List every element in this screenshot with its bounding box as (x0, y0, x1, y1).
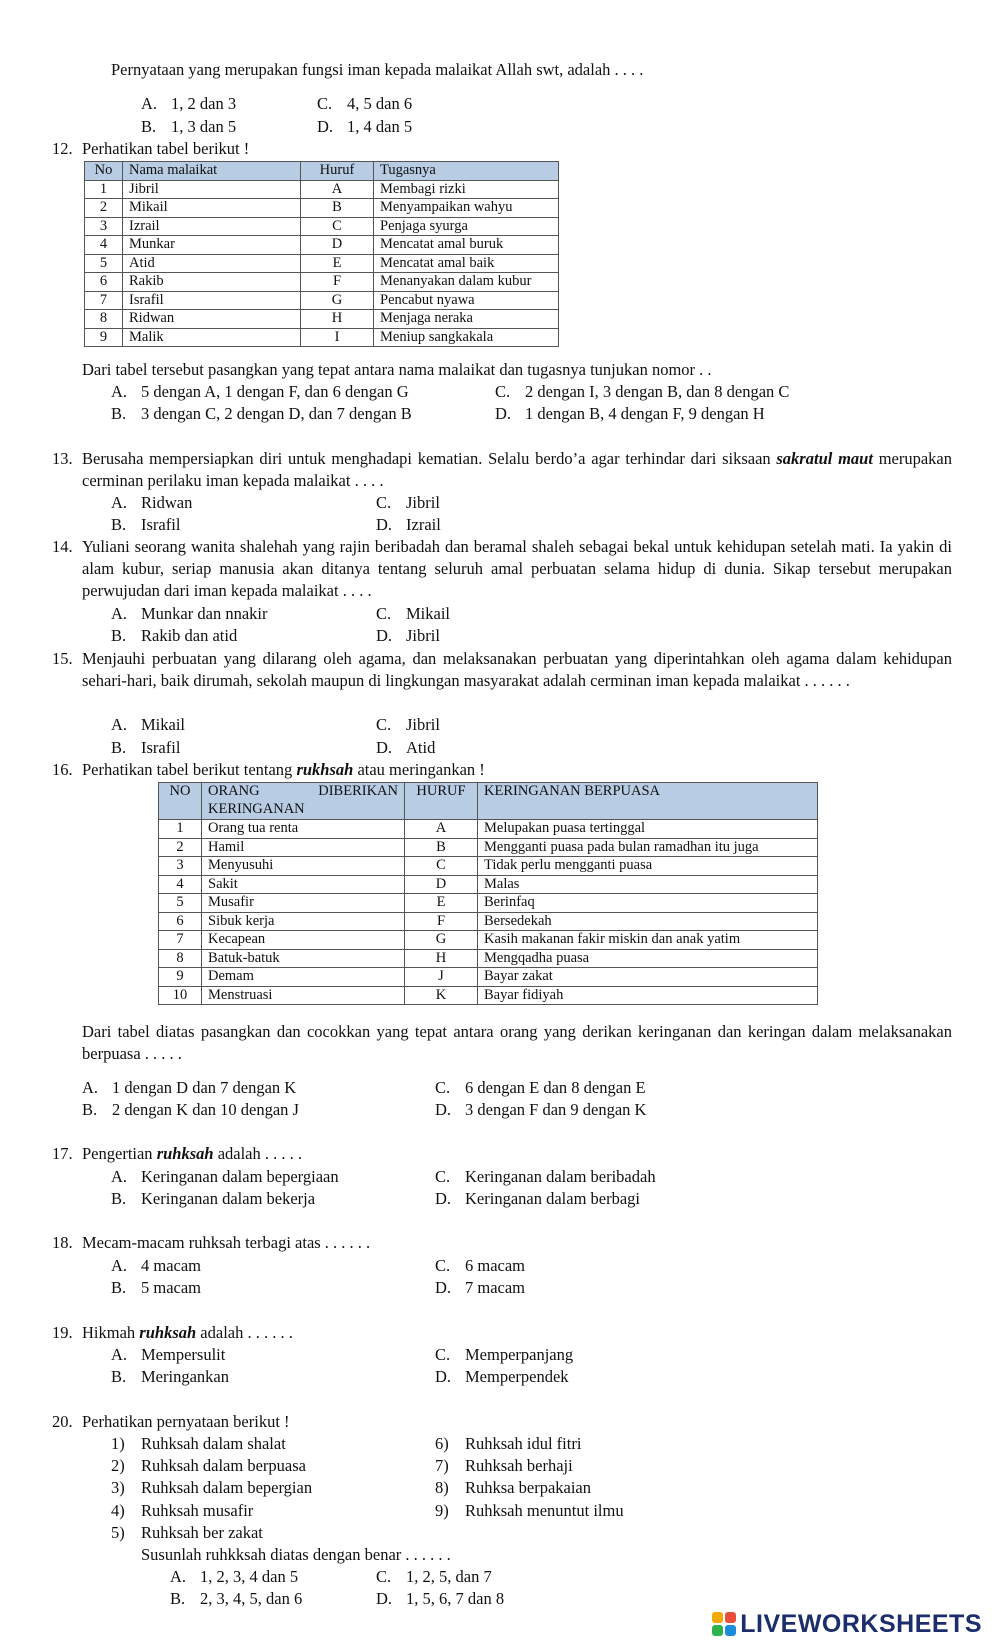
q16-number: 16. (52, 760, 73, 779)
table-header-cell: KERINGANAN BERPUASA (478, 783, 818, 820)
angels-table (84, 161, 559, 347)
q14-stem: Yuliani seorang wanita shalehah yang rajin beribadah dan beramal shaleh sebagai bekal untuk kehidupan setelah mati. Ia yakin di alam kubur, seriap manusia akan ditanya tentang seluruh amal perbuatan selama hidup di dunia. Sikap tersebut merupakan perwujudan dari iman kepada malaikat . . . . (82, 537, 952, 600)
table-header-cell: Tugasnya (374, 162, 559, 181)
q14-option-b[interactable]: B. Rakib dan atid (111, 626, 238, 645)
q18-option-c[interactable]: C. 6 macam (435, 1256, 526, 1275)
q20-option-c[interactable]: C. 1, 2, 5, dan 7 (376, 1567, 492, 1586)
q13-option-d[interactable]: D. Izrail (376, 515, 441, 534)
q16-option-b[interactable]: B. 2 dengan K dan 10 dengan J (82, 1100, 299, 1119)
q16-option-a[interactable]: A. 1 dengan D dan 7 dengan K (82, 1078, 297, 1097)
q16-emphasis: rukhsah (296, 760, 354, 779)
q13-emphasis: sakratul maut (776, 449, 873, 468)
q16-stem: Perhatikan tabel berikut tentang rukhsah atau meringankan ! (82, 760, 485, 779)
liveworksheets-logo-text: LIVEWORKSHEETS (740, 1609, 982, 1638)
liveworksheets-logo (712, 1607, 982, 1641)
q20-statement: 5) Ruhksah ber zakat (111, 1523, 263, 1542)
q17-number: 17. (52, 1144, 73, 1163)
q17-option-b[interactable]: B. Keringanan dalam bekerja (111, 1189, 316, 1208)
table-header-cell: HURUF (405, 783, 478, 820)
q20-statement: 7) Ruhksah berhaji (435, 1456, 573, 1475)
q11-option-a[interactable]: A. 1, 2 dan 3 (141, 94, 237, 113)
q12-number: 12. (52, 139, 73, 158)
q15-option-c[interactable]: C. Jibril (376, 715, 440, 734)
table-header-cell: ORANG DIBERIKAN KERINGANAN (202, 783, 405, 820)
q13-option-a[interactable]: A. Ridwan (111, 493, 193, 512)
q14-option-c[interactable]: C. Mikail (376, 604, 450, 623)
q12-instruction: Dari tabel tersebut pasangkan yang tepat antara nama malaikat dan tugasnya tunjukan nomor . . (82, 360, 712, 379)
q11-option-d[interactable]: D. 1, 4 dan 5 (317, 117, 413, 136)
table-header-cell: NO (159, 783, 202, 820)
table-row: 9 Demam J Bayar zakat (159, 968, 818, 987)
table-row: 7 Kecapean G Kasih makanan fakir miskin dan anak yatim (159, 931, 818, 950)
q20-statement: 1) Ruhksah dalam shalat (111, 1434, 286, 1453)
q18-number: 18. (52, 1233, 73, 1252)
q12-option-a[interactable]: A. 5 dengan A, 1 dengan F, dan 6 dengan G (111, 382, 409, 401)
q17-option-d[interactable]: D. Keringanan dalam berbagi (435, 1189, 641, 1208)
q14-number: 14. (52, 537, 73, 556)
q11-stem: Pernyataan yang merupakan fungsi iman kepada malaikat Allah swt, adalah . . . . (111, 60, 644, 79)
q13-option-b[interactable]: B. Israfil (111, 515, 181, 534)
q16-instruction: Dari tabel diatas pasangkan dan cocokkan yang tepat antara orang yang derikan keringanan dan keringan dalam melaksanakan berpuasa . . . . . (82, 1022, 952, 1063)
q11-option-b[interactable]: B. 1, 3 dan 5 (141, 117, 237, 136)
q18-option-b[interactable]: B. 5 macam (111, 1278, 202, 1297)
q19-option-a[interactable]: A. Mempersulit (111, 1345, 226, 1364)
q17-stem: Pengertian ruhksah adalah . . . . . (82, 1144, 302, 1163)
table-row: 2 Hamil B Mengganti puasa pada bulan ramadhan itu juga (159, 838, 818, 857)
q19-option-c[interactable]: C. Memperpanjang (435, 1345, 574, 1364)
q15-option-a[interactable]: A. Mikail (111, 715, 185, 734)
table-row: 4 Munkar D Mencatat amal buruk (85, 236, 559, 255)
q20-number: 20. (52, 1412, 73, 1431)
q12-option-c[interactable]: C. 2 dengan I, 3 dengan B, dan 8 dengan C (495, 382, 790, 401)
q20-statement: 8) Ruhksa berpakaian (435, 1478, 591, 1497)
q20-statement: 4) Ruhksah musafir (111, 1501, 254, 1520)
q14-option-d[interactable]: D. Jibril (376, 626, 440, 645)
q15-option-d[interactable]: D. Atid (376, 738, 436, 757)
table-row: 6 Sibuk kerja F Bersedekah (159, 912, 818, 931)
q19-stem: Hikmah ruhksah adalah . . . . . . (82, 1323, 293, 1342)
logo-tile (712, 1612, 723, 1623)
table-header-row (85, 162, 559, 181)
q12-stem: Perhatikan tabel berikut ! (82, 139, 250, 158)
table-row: 5 Musafir E Berinfaq (159, 894, 818, 913)
q18-option-d[interactable]: D. 7 macam (435, 1278, 526, 1297)
q20-statement: 2) Ruhksah dalam berpuasa (111, 1456, 306, 1475)
q20-option-a[interactable]: A. 1, 2, 3, 4 dan 5 (170, 1567, 299, 1586)
q20-option-b[interactable]: B. 2, 3, 4, 5, dan 6 (170, 1589, 303, 1608)
q20-stem: Perhatikan pernyataan berikut ! (82, 1412, 290, 1431)
q11-option-c[interactable]: C. 4, 5 dan 6 (317, 94, 413, 113)
q19-option-b[interactable]: B. Meringankan (111, 1367, 229, 1386)
rukhsah-table (158, 782, 818, 1005)
q13-option-c[interactable]: C. Jibril (376, 493, 440, 512)
logo-tile (725, 1625, 736, 1636)
table-row: 8 Batuk-batuk H Mengqadha puasa (159, 949, 818, 968)
table-header-row (159, 783, 818, 820)
q20-instruction: Susunlah ruhkksah diatas dengan benar . . . . . . (141, 1545, 451, 1564)
q15-number: 15. (52, 649, 73, 668)
q20-option-d[interactable]: D. 1, 5, 6, 7 dan 8 (376, 1589, 505, 1608)
table-row: 8 Ridwan H Menjaga neraka (85, 310, 559, 329)
q16-option-d[interactable]: D. 3 dengan F dan 9 dengan K (435, 1100, 647, 1119)
q13-number: 13. (52, 449, 73, 468)
q12-option-b[interactable]: B. 3 dengan C, 2 dengan D, dan 7 dengan B (111, 404, 412, 423)
q15-stem: Menjauhi perbuatan yang dilarang oleh agama, dan melaksanakan perbuatan yang diperintahkan oleh agama dalam kehidupan sehari-hari, baik dirumah, sekolah maupun di lingkungan masyarakat adalah cerminan iman kepada malaikat . . . . . . (82, 649, 952, 690)
q17-option-c[interactable]: C. Keringanan dalam beribadah (435, 1167, 656, 1186)
table-header-cell: Huruf (301, 162, 374, 181)
q19-option-d[interactable]: D. Memperpendek (435, 1367, 569, 1386)
q19-number: 19. (52, 1323, 73, 1342)
q13-stem: Berusaha mempersiapkan diri untuk menghadapi kematian. Selalu berdo’a agar terhindar dari siksaan sakratul maut merupakan cerminan perilaku iman kepada malaikat . . . . (82, 449, 952, 490)
table-row: 2 Mikail B Menyampaikan wahyu (85, 199, 559, 218)
table-row: 1 Jibril A Membagi rizki (85, 180, 559, 199)
q20-statement: 9) Ruhksah menuntut ilmu (435, 1501, 624, 1520)
q20-statement: 6) Ruhksah idul fitri (435, 1434, 582, 1453)
q17-emphasis: ruhksah (156, 1144, 214, 1163)
table-row: 5 Atid E Mencatat amal baik (85, 254, 559, 273)
q19-emphasis: ruhksah (139, 1323, 197, 1342)
q18-stem: Mecam-macam ruhksah terbagi atas . . . . . . (82, 1233, 371, 1252)
table-row: 9 Malik I Meniup sangkakala (85, 328, 559, 347)
logo-tile (725, 1612, 736, 1623)
liveworksheets-logo-icon (712, 1612, 736, 1636)
table-row: 3 Menyusuhi C Tidak perlu mengganti puasa (159, 857, 818, 876)
table-row: 7 Israfil G Pencabut nyawa (85, 291, 559, 310)
table-row: 4 Sakit D Malas (159, 875, 818, 894)
table-row: 6 Rakib F Menanyakan dalam kubur (85, 273, 559, 292)
table-row: 10 Menstruasi K Bayar fidiyah (159, 986, 818, 1005)
q18-option-a[interactable]: A. 4 macam (111, 1256, 202, 1275)
table-row: 1 Orang tua renta A Melupakan puasa tertinggal (159, 820, 818, 839)
q20-statement: 3) Ruhksah dalam bepergian (111, 1478, 313, 1497)
table-header-cell: Nama malaikat (123, 162, 301, 181)
table-row: 3 Izrail C Penjaga syurga (85, 217, 559, 236)
table-header-cell: No (85, 162, 123, 181)
q12-option-d[interactable]: D. 1 dengan B, 4 dengan F, 9 dengan H (495, 404, 765, 423)
q14-option-a[interactable]: A. Munkar dan nnakir (111, 604, 268, 623)
q16-option-c[interactable]: C. 6 dengan E dan 8 dengan E (435, 1078, 646, 1097)
q17-option-a[interactable]: A. Keringanan dalam bepergiaan (111, 1167, 339, 1186)
logo-tile (712, 1625, 723, 1636)
q15-option-b[interactable]: B. Israfil (111, 738, 181, 757)
